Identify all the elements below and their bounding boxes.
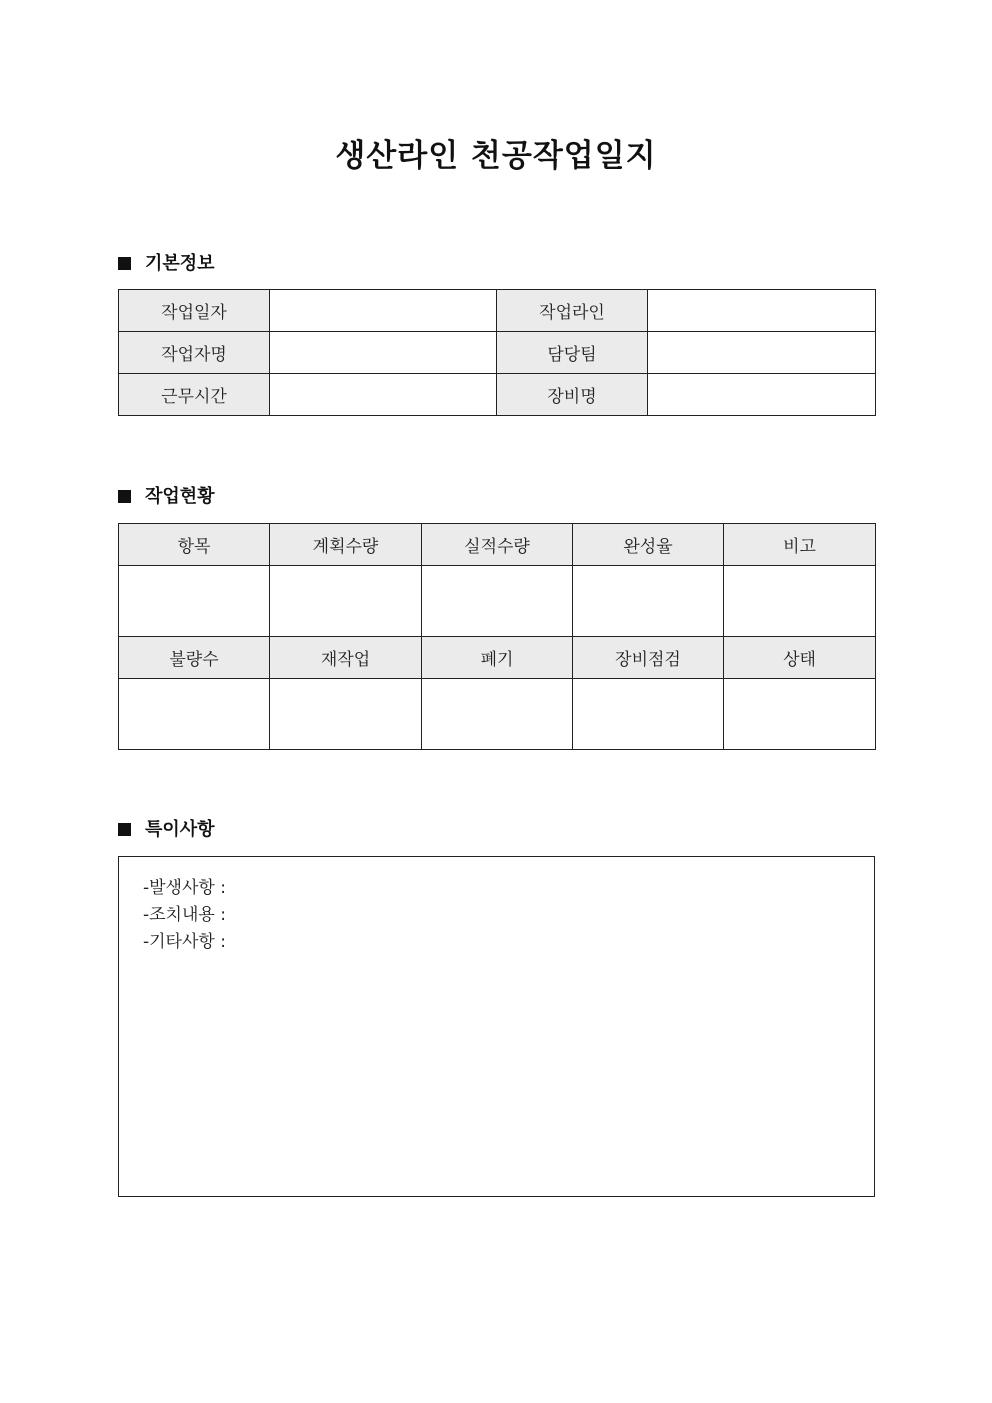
field-planned-qty[interactable] bbox=[270, 566, 422, 637]
section-heading-work-status bbox=[118, 485, 215, 509]
label-equipment-name: 장비명 bbox=[497, 374, 648, 416]
label-work-date: 작업일자 bbox=[119, 290, 270, 332]
section-heading-label: 특이사항 bbox=[145, 819, 215, 840]
field-rework[interactable] bbox=[270, 679, 422, 750]
header-completion-rate: 완성율 bbox=[573, 524, 724, 566]
basic-info-table bbox=[118, 289, 876, 416]
table-row bbox=[119, 290, 876, 332]
notes-list bbox=[143, 875, 226, 956]
label-work-hours: 근무시간 bbox=[119, 374, 270, 416]
field-work-date[interactable] bbox=[270, 290, 497, 332]
notes-other-line: -기타사항 : bbox=[143, 932, 226, 952]
field-defect-count[interactable] bbox=[119, 679, 270, 750]
field-item[interactable] bbox=[119, 566, 270, 637]
section-heading-label: 기본정보 bbox=[145, 253, 215, 274]
notes-box[interactable] bbox=[118, 856, 875, 1197]
header-planned-qty: 계획수량 bbox=[270, 524, 422, 566]
field-status[interactable] bbox=[724, 679, 876, 750]
section-heading-notes bbox=[118, 818, 215, 842]
field-team[interactable] bbox=[648, 332, 876, 374]
header-defect-count: 불량수 bbox=[119, 637, 270, 679]
header-item: 항목 bbox=[119, 524, 270, 566]
field-remarks[interactable] bbox=[724, 566, 876, 637]
header-rework: 재작업 bbox=[270, 637, 422, 679]
header-equipment-check: 장비점검 bbox=[573, 637, 724, 679]
field-equipment-name[interactable] bbox=[648, 374, 876, 416]
table-row bbox=[119, 566, 876, 637]
table-row bbox=[119, 332, 876, 374]
header-actual-qty: 실적수량 bbox=[422, 524, 573, 566]
header-remarks: 비고 bbox=[724, 524, 876, 566]
label-team: 담당팀 bbox=[497, 332, 648, 374]
header-scrap: 폐기 bbox=[422, 637, 573, 679]
field-worker-name[interactable] bbox=[270, 332, 497, 374]
square-bullet-icon bbox=[118, 823, 131, 836]
label-worker-name: 작업자명 bbox=[119, 332, 270, 374]
table-header-row bbox=[119, 524, 876, 566]
work-status-table bbox=[118, 523, 876, 750]
square-bullet-icon bbox=[118, 257, 131, 270]
square-bullet-icon bbox=[118, 490, 131, 503]
table-header-row bbox=[119, 637, 876, 679]
field-completion-rate[interactable] bbox=[573, 566, 724, 637]
notes-occurrence-line: -발생사항 : bbox=[143, 878, 226, 898]
section-heading-basic-info bbox=[118, 252, 215, 276]
header-status: 상태 bbox=[724, 637, 876, 679]
field-actual-qty[interactable] bbox=[422, 566, 573, 637]
label-work-line: 작업라인 bbox=[497, 290, 648, 332]
field-equipment-check[interactable] bbox=[573, 679, 724, 750]
field-scrap[interactable] bbox=[422, 679, 573, 750]
table-row bbox=[119, 374, 876, 416]
field-work-hours[interactable] bbox=[270, 374, 497, 416]
field-work-line[interactable] bbox=[648, 290, 876, 332]
section-heading-label: 작업현황 bbox=[145, 486, 215, 507]
notes-action-line: -조치내용 : bbox=[143, 905, 226, 925]
table-row bbox=[119, 679, 876, 750]
page-title: 생산라인 천공작업일지 bbox=[335, 138, 657, 174]
